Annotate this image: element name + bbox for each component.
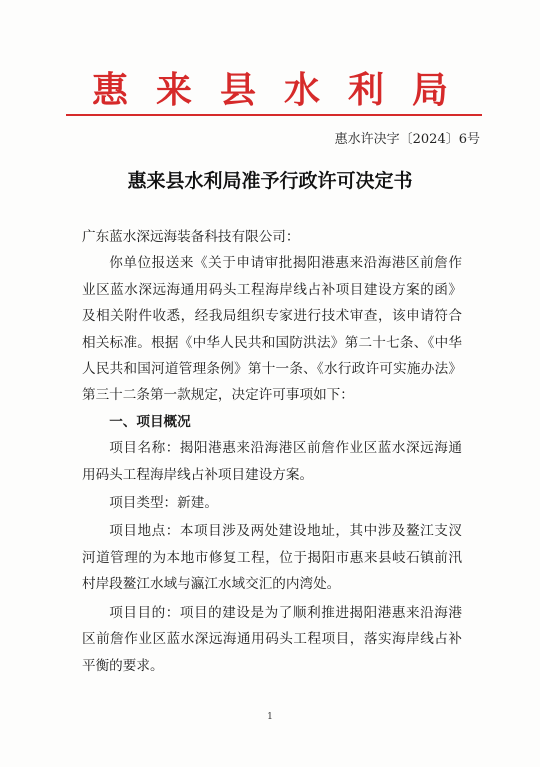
- intro-paragraph: 你单位报送来《关于申请审批揭阳港惠来沿海港区前詹作业区蓝水深远海通用码头工程海岸线占补项目建设方案的函》及相关附件收悉，经我局组织专家进行技术审查，该申请符合相关标准。根据《中华人民共和国防洪法》第二十七条、《中华人民共和国河道管理条例》第十一条、《水行政许可实施办法》第三十二条第一款规定，决定许可事项如下：: [82, 255, 462, 404]
- project-purpose-paragraph: 项目目的：项目的建设是为了顺利推进揭阳港惠来沿海港区前詹作业区蓝水深远海通用码头工程项目，落实海岸线占补平衡的要求。: [82, 604, 462, 674]
- document-title: 惠来县水利局准予行政许可决定书: [127, 170, 413, 192]
- document-body: [82, 224, 462, 679]
- project-location-paragraph: 项目地点：本项目涉及两处建设地址，其中涉及鳌江支汊河道管理的为本地市修复工程，位于揭阳市惠来县岐石镇前汛村岸段鳌江水域与瀛江水域交汇的内湾处。: [82, 523, 462, 593]
- org-letterhead: 惠来县水利局: [91, 69, 476, 111]
- project-name-paragraph: 项目名称：揭阳港惠来沿海港区前詹作业区蓝水深远海通用码头工程海岸线占补项目建设方案。: [82, 440, 462, 483]
- red-divider: [66, 114, 482, 116]
- page-number: 1: [267, 712, 273, 722]
- addressee: 广东蓝水深远海装备科技有限公司：: [82, 229, 300, 245]
- section-heading: 一、项目概况: [109, 413, 191, 430]
- project-type-paragraph: 项目类型：新建。: [109, 495, 218, 512]
- document-number: 惠水许决字〔2024〕6号: [334, 132, 480, 147]
